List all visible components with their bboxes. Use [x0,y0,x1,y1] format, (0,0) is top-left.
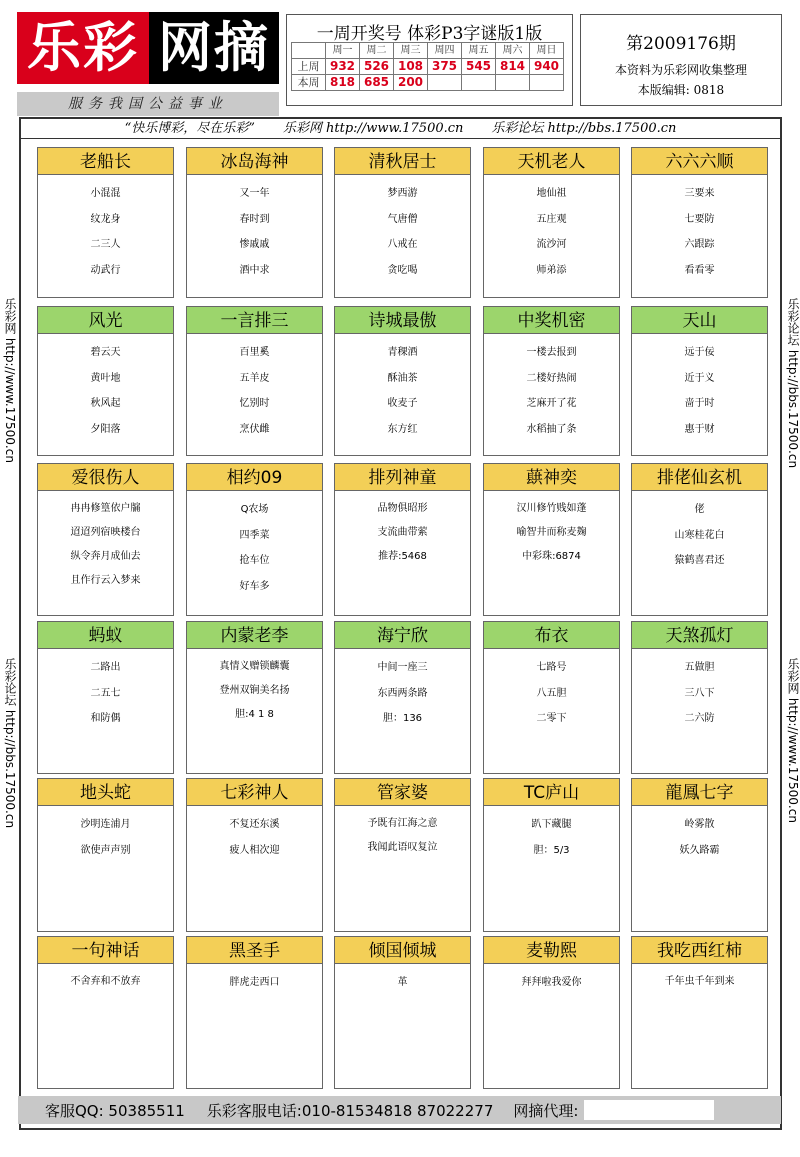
agent-label: 网摘代理: [513,1101,579,1120]
card-body [37,175,174,298]
puzzle-card [334,463,471,616]
day-header: 周六 [496,43,530,59]
card-body [186,175,323,298]
issue-editor: 本版编辑: 0818 [637,83,725,97]
puzzle-card [334,621,471,774]
puzzle-card [186,936,323,1089]
card-body [37,334,174,456]
logo-right-text: 网摘 [149,12,279,84]
card-line: 二路出 [90,662,121,673]
puzzle-card [483,936,620,1089]
footer [18,1096,781,1124]
puzzle-card [186,306,323,456]
site-motto: “快乐博彩，尽在乐彩” [124,121,255,136]
puzzle-card [334,147,471,298]
puzzle-card [631,306,768,456]
card-title: 相约09 [186,463,323,491]
card-title: 内蒙老李 [186,621,323,649]
card-title: 倾国倾城 [334,936,471,964]
card-line: 四季菜 [239,529,270,541]
draw-days-row [292,43,564,59]
puzzle-card [483,147,620,298]
card-line: 冉冉修篁依户牖 [70,503,141,514]
card-line: 七要防 [684,213,715,225]
card-title: 一言排三 [186,306,323,334]
card-line: 又一年 [239,188,270,199]
logo [17,12,279,110]
card-line: 收麦子 [387,398,418,409]
weekly-draw-box [286,14,573,106]
card-title: 六六六顺 [631,147,768,175]
card-title: 布衣 [483,621,620,649]
draw-title: 一周开奖号 体彩P3字谜版1版 [316,24,543,44]
card-title: 海宁欣 [334,621,471,649]
card-title: 中奖机密 [483,306,620,334]
draw-number [530,75,564,91]
puzzle-card [334,778,471,932]
card-title: 老船长 [37,147,174,175]
row-label: 本周 [292,75,326,91]
card-line: 碧云天 [90,347,121,358]
card-body [334,964,471,1089]
card-line: 二三人 [90,239,121,250]
card-title: 龍鳳七字 [631,778,768,806]
card-body [631,806,768,932]
card-title: 排列神童 [334,463,471,491]
day-header: 周三 [394,43,428,59]
draw-number: 375 [428,59,462,75]
card-line: 中间一座三 [377,662,428,673]
card-line: 胖虎走西口 [229,977,280,988]
card-line: 我闻此语叹复泣 [367,842,438,853]
card-title: 七彩神人 [186,778,323,806]
draw-number: 200 [394,75,428,91]
card-body [334,491,471,616]
card-line: 梦西游 [387,188,418,199]
card-line: 二零下 [536,713,567,724]
card-line: 师弟添 [536,264,567,276]
card-line: 二楼好热闹 [526,372,577,384]
card-line: 予既有江海之意 [367,818,438,829]
card-line: 迢迢列宿映楼台 [70,527,141,538]
draw-number: 940 [530,59,564,75]
card-line: 流沙河 [536,239,567,250]
card-line: 东方红 [387,423,418,435]
card-body [631,649,768,774]
draw-number: 814 [496,59,530,75]
issue-box [580,14,782,106]
card-line: 胆：136 [382,713,423,724]
card-line: 五羊皮 [239,372,270,384]
card-line: 百里奚 [239,347,270,358]
card-body [483,806,620,932]
side-left-top: 乐彩网 http://www.17500.cn [3,298,17,463]
card-line: 地仙祖 [536,188,567,199]
card-line: 贪吃喝 [387,264,418,276]
card-title: 诗城最傲 [334,306,471,334]
puzzle-card [483,306,620,456]
card-body [186,649,323,774]
puzzle-card [334,306,471,456]
card-line: 烹伏雌 [239,423,270,435]
card-line: 东西两条路 [377,687,428,699]
draw-number [496,75,530,91]
card-line: 品物俱昭形 [377,503,428,514]
card-line: 千年虫千年到来 [664,976,735,987]
draw-number: 526 [360,59,394,75]
service-phone: 乐彩客服电话:010-81534818 87022277 [206,1101,494,1120]
card-body [483,649,620,774]
card-line: 和防偶 [90,713,121,724]
card-line: 胆：5/3 [533,844,570,856]
puzzle-card [37,778,174,932]
card-title: 黑圣手 [186,936,323,964]
card-body [37,806,174,932]
card-line: 五庄观 [536,213,567,225]
card-title: 麦勒熙 [483,936,620,964]
card-body [334,806,471,932]
card-line: 不舍弃和不放弃 [70,976,141,987]
card-line: 二六防 [684,713,715,724]
card-line: 中彩珠:6874 [522,551,581,562]
card-line: 气唐僧 [387,213,418,225]
card-title: 地头蛇 [37,778,174,806]
card-line: 水稻抽了条 [526,423,577,435]
card-body [631,964,768,1089]
card-title: 一句神话 [37,936,174,964]
puzzle-card [37,463,174,616]
card-line: 喻智井而称麦麹 [516,527,587,538]
card-line: 猿鹤喜君还 [674,555,725,566]
card-title: 爱很伤人 [37,463,174,491]
card-line: 小混混 [90,188,121,199]
puzzle-card [37,621,174,774]
card-line: 三要来 [684,188,715,199]
card-line: 忆别时 [239,398,270,409]
row-label: 上周 [292,59,326,75]
puzzle-card [37,147,174,298]
logo-slogan: 服务我国公益事业 [17,92,279,116]
card-title: 天机老人 [483,147,620,175]
card-title: 蕻神奕 [483,463,620,491]
card-title: 冰岛海神 [186,147,323,175]
puzzle-card [37,936,174,1089]
card-line: 欲使声声别 [80,844,131,856]
forum-link[interactable]: 乐彩论坛 http://bbs.17500.cn [491,121,677,136]
puzzle-card [631,936,768,1089]
card-body [334,175,471,298]
puzzle-card [483,621,620,774]
card-line: 春时到 [239,213,270,225]
card-body [631,334,768,456]
card-line: 抢车位 [239,555,270,566]
card-title: 风光 [37,306,174,334]
service-qq: 客服QQ: 50385511 [45,1101,185,1120]
side-left-bottom: 乐彩论坛 http://bbs.17500.cn [3,658,17,829]
card-line: 八戒在 [387,239,418,250]
site-link[interactable]: 乐彩网 http://www.17500.cn [282,121,464,136]
card-line: 六跟踪 [684,239,715,250]
card-line: 远于佞 [684,347,715,358]
card-body [37,649,174,774]
site-banner [21,119,780,139]
day-header: 周一 [326,43,360,59]
card-line: 妖久路霸 [679,844,720,856]
card-body [483,964,620,1089]
puzzle-card [631,463,768,616]
day-header: 周四 [428,43,462,59]
draw-number: 108 [394,59,428,75]
card-body [186,964,323,1089]
card-line: 动武行 [90,264,121,276]
card-line: 八五胆 [536,687,567,699]
card-body [483,334,620,456]
card-line: 支流曲带萦 [377,527,428,538]
card-title: 清秋居士 [334,147,471,175]
card-line: 不复还东溪 [229,819,280,830]
draw-row-this-week [292,75,564,91]
puzzle-card [186,147,323,298]
day-header: 周日 [530,43,564,59]
card-line: 登州双锏美名扬 [219,685,290,696]
card-body [37,491,174,616]
puzzle-card [37,306,174,456]
day-header: 周二 [360,43,394,59]
card-line: 看看零 [684,264,715,276]
card-body [483,491,620,616]
puzzle-card [334,936,471,1089]
card-line: 秋风起 [90,398,121,409]
card-body [631,175,768,298]
draw-row-last-week [292,59,564,75]
issue-source-note: 本资料为乐彩网收集整理 [614,63,747,77]
puzzle-card [186,778,323,932]
card-body [483,175,620,298]
day-header: 周五 [462,43,496,59]
card-body [37,964,174,1089]
card-line: 二五七 [90,687,121,699]
card-line: 好车多 [239,580,270,592]
card-title: 排佬仙玄机 [631,463,768,491]
card-line: 芝麻开了花 [526,398,577,409]
card-title: 蚂蚁 [37,621,174,649]
card-line: 啬于时 [684,398,715,409]
card-line: 夕阳落 [90,423,121,435]
card-line: 纵令奔月成仙去 [70,551,141,562]
side-right-top: 乐彩论坛 http://bbs.17500.cn [786,298,800,469]
card-line: 近于义 [684,372,715,384]
card-title: TC庐山 [483,778,620,806]
card-body [334,334,471,456]
card-line: 一楼去报到 [526,347,577,358]
puzzle-card [483,463,620,616]
draw-number: 818 [326,75,360,91]
puzzle-card [631,147,768,298]
card-line: 酒中求 [239,264,270,276]
card-line: 佬 [694,504,705,515]
card-line: 疲人相次迎 [229,844,280,856]
card-line: 革 [397,977,408,988]
card-line: Q农场 [240,504,269,515]
card-line: 黄叶地 [90,372,121,384]
card-line: 酥油茶 [387,372,418,384]
card-line: 汉川修竹贱如蓬 [516,503,587,514]
puzzle-card [483,778,620,932]
card-body [186,334,323,456]
card-line: 胆:4 1 8 [235,709,274,720]
card-line: 青稞酒 [387,347,418,358]
draw-table [291,42,564,91]
card-line: 沙明连浦月 [80,819,131,830]
issue-number: 第2009176期 [626,34,736,54]
card-line: 且作行云入梦来 [70,575,141,586]
draw-number: 685 [360,75,394,91]
card-title: 天煞孤灯 [631,621,768,649]
card-line: 三八下 [684,687,715,699]
card-line: 纹龙身 [90,213,121,225]
card-line: 趴下藏腿 [531,819,572,830]
agent-field [584,1100,714,1120]
card-line: 五做胆 [684,662,715,673]
draw-number [428,75,462,91]
card-line: 惠于财 [684,423,715,435]
draw-number: 932 [326,59,360,75]
draw-number: 545 [462,59,496,75]
puzzle-card [186,621,323,774]
card-title: 我吃西红柿 [631,936,768,964]
side-right-bottom: 乐彩网 http://www.17500.cn [786,658,800,823]
card-title: 管家婆 [334,778,471,806]
draw-number [462,75,496,91]
card-line: 惨戚戚 [239,239,270,250]
card-title: 天山 [631,306,768,334]
card-body [631,491,768,616]
puzzle-card [631,621,768,774]
puzzle-card [631,778,768,932]
card-line: 山寒桂花白 [674,529,725,541]
card-body [334,649,471,774]
card-line: 七路号 [536,662,567,673]
card-line: 拜拜啦我爱你 [521,977,582,988]
card-body [186,491,323,616]
logo-left-text: 乐彩 [17,12,149,84]
card-line: 真情义赠锁麟囊 [219,661,290,672]
card-body [186,806,323,932]
card-line: 岭雾散 [684,819,715,830]
card-line: 推荐:5468 [378,551,427,562]
puzzle-card [186,463,323,616]
